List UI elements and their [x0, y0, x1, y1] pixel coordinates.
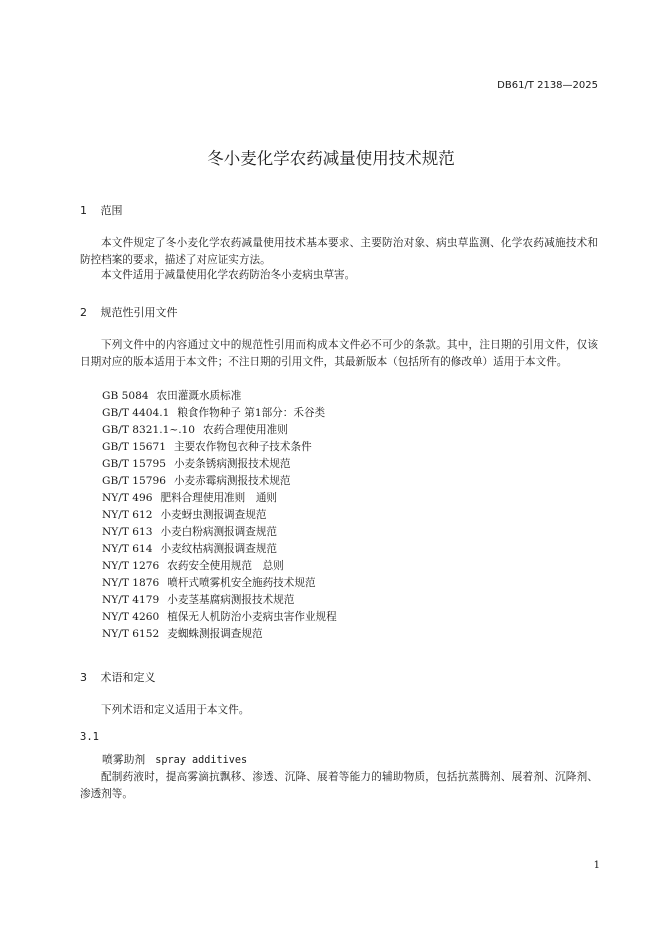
reference-title: 肥料合理使用准则 通则 — [160, 492, 278, 504]
reference-code: NY/T 614 — [102, 543, 153, 555]
reference-item — [102, 541, 277, 558]
reference-code: NY/T 612 — [102, 509, 153, 521]
reference-code: NY/T 1876 — [102, 577, 160, 589]
reference-item — [102, 405, 325, 422]
term-english: spray additives — [155, 755, 248, 766]
section-heading-normative-references — [80, 304, 178, 320]
reference-item — [102, 388, 241, 405]
reference-item — [102, 507, 266, 524]
reference-code: GB/T 15796 — [102, 475, 166, 487]
term-definition: 配制药液时，提高雾滴抗飘移、渗透、沉降、展着等能力的辅助物质，包括抗蒸腾剂、展着剂、沉降剂、渗透剂等。 — [80, 771, 598, 800]
term-chinese: 喷雾助剂 — [102, 753, 146, 766]
reference-title: 小麦蚜虫测报调查规范 — [160, 509, 267, 521]
reference-item — [102, 422, 288, 439]
references-intro-paragraph: 下列文件中的内容通过文中的规范性引用而构成本文件必不可少的条款。其中，注日期的引用文件，仅该日期对应的版本适用于本文件；不注日期的引用文件，其最新版本（包括所有的修改单）适用于本文件。 — [80, 339, 598, 368]
reference-code: NY/T 4179 — [102, 594, 160, 606]
reference-title: 小麦白粉病测报调查规范 — [160, 526, 278, 538]
document-code: DB61/T 2138—2025 — [497, 80, 598, 91]
page-number: 1 — [593, 860, 600, 871]
section-title: 范围 — [100, 204, 123, 217]
reference-code: GB/T 15671 — [102, 441, 166, 453]
section-title: 规范性引用文件 — [100, 306, 178, 319]
reference-item — [102, 575, 316, 592]
reference-title: 粮食作物种子 第1部分：禾谷类 — [177, 407, 326, 419]
reference-code: NY/T 6152 — [102, 628, 160, 640]
reference-code: NY/T 496 — [102, 492, 153, 504]
section-title: 术语和定义 — [100, 671, 156, 684]
reference-code: NY/T 1276 — [102, 560, 160, 572]
reference-item — [102, 490, 277, 507]
term-heading — [102, 752, 247, 767]
reference-item — [102, 524, 277, 541]
document-title: 冬小麦化学农药减量使用技术规范 — [207, 149, 455, 168]
reference-code: NY/T 4260 — [102, 611, 160, 623]
reference-title: 小麦赤霉病测报技术规范 — [173, 475, 291, 487]
reference-title: 小麦条锈病测报技术规范 — [173, 458, 291, 470]
reference-code: GB 5084 — [102, 390, 149, 402]
scope-paragraph-2: 本文件适用于减量使用化学农药防治冬小麦病虫草害。 — [101, 269, 356, 281]
reference-code: NY/T 613 — [102, 526, 153, 538]
reference-title: 麦蜘蛛测报调查规范 — [167, 628, 263, 640]
reference-item — [102, 473, 290, 490]
terms-intro-paragraph: 下列术语和定义适用于本文件。 — [101, 704, 250, 716]
reference-title: 植保无人机防治小麦病虫害作业规程 — [167, 611, 337, 623]
reference-title: 主要农作物包衣种子技术条件 — [173, 441, 312, 453]
section-number: 3 — [80, 671, 87, 684]
reference-item — [102, 558, 284, 575]
reference-code: GB/T 15795 — [102, 458, 166, 470]
section-heading-terms-and-definitions — [80, 669, 156, 685]
section-number: 2 — [80, 306, 87, 319]
reference-title: 农田灌溉水质标准 — [156, 390, 242, 402]
reference-title: 小麦茎基腐病测报技术规范 — [167, 594, 295, 606]
reference-item — [102, 456, 290, 473]
reference-title: 农药合理使用准则 — [203, 424, 288, 436]
term-number: 3.1 — [80, 731, 99, 743]
reference-title: 喷杆式喷雾机安全施药技术规范 — [167, 577, 316, 589]
scope-paragraph-1: 本文件规定了冬小麦化学农药减量使用技术基本要求、主要防治对象、病虫草监测、化学农药减施技术和防控档案的要求，描述了对应证实方法。 — [80, 237, 598, 266]
reference-item — [102, 626, 263, 643]
reference-item — [102, 592, 294, 609]
reference-title: 农药安全使用规范 总则 — [167, 560, 284, 572]
reference-code: GB/T 4404.1 — [102, 407, 170, 419]
reference-item — [102, 609, 337, 626]
reference-item — [102, 439, 312, 456]
reference-title: 小麦纹枯病测报调查规范 — [160, 543, 278, 555]
section-heading-scope — [80, 202, 123, 218]
section-number: 1 — [80, 204, 87, 217]
reference-code: GB/T 8321.1~.10 — [102, 424, 196, 436]
